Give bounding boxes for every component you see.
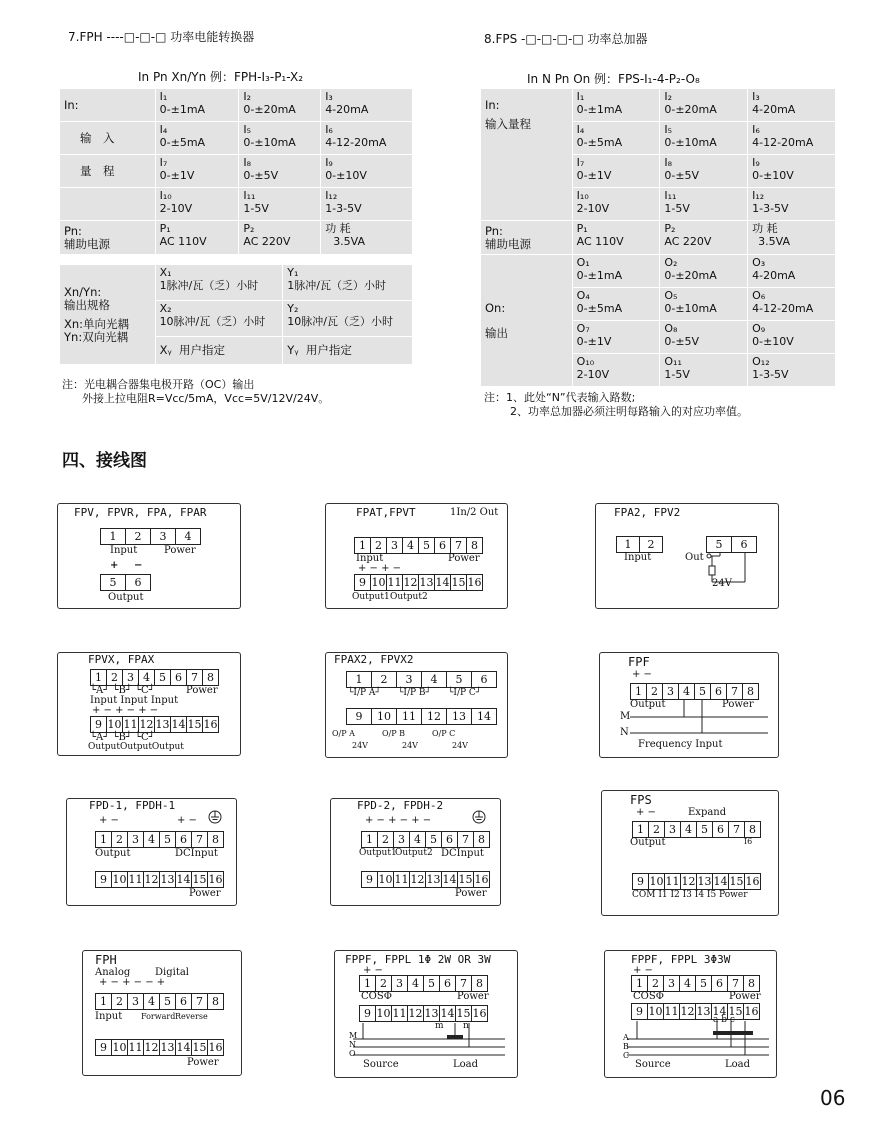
fph-output-table: Xn/Yn: 输出规格 Xn:单向光耦 Yn:双向光耦 X₁ 1脉冲/瓦（乏）小时 Y₁ 1脉冲/瓦（乏）小时 X₂ 10脉冲/瓦（乏）小时 Y₂ 10脉冲/瓦（乏）小时 Xᵧ 用户指定 Yᵧ 用户指定: [59, 264, 413, 365]
fps-on-label: On: 输出: [481, 255, 573, 387]
fps-subtitle: In N Pn On 例：FPS-I₁-4-P₂-O₈: [527, 72, 700, 86]
terminal-block-bottom: 5 6: [100, 574, 151, 591]
fph-range-label: 量 程: [60, 155, 156, 188]
diagram-fppf-1p: FPPF, FPPL 1Φ 2W OR 3W + − 1 2 3 4 5 6 7 8 COSΦ Power 9 10 11 12 13 14 15 16 m n M N O Source Load: [334, 950, 518, 1078]
fph-in-label: In:: [60, 89, 156, 122]
fps-spec-table: In: 输入量程 I₁ 0-±1mA I₂ 0-±20mA I₃ 4-20mA I₄ 0-±5mA I₅ 0-±10mA I₆ 4-12-20mA I₇ 0-±1V I₈ 0-±5V I₉ 0-±10V I₁₀ 2-10V I₁₁ 1-5V I₁₂ 1-3-5V Pn: 辅助电源 P₁ AC 110V P₂ AC 220V 功 耗 3.5VA On: 输出 O₁ 0-±1mA O₂ 0-±20mA O₃ 4-20mA O₄ 0-±5mA O₅ 0-±10mA O₆ 4-12-20mA O₇ 0-±1V O₈ 0-±5V O₉ 0-±10V O₁₀ 2-10V O₁₁ 1-5V O₁₂ 1-3-5V: [480, 88, 836, 387]
fph-spec-table: In: I₁ 0-±1mA I₂ 0-±20mA I₃ 4-20mA 输 入 I₄ 0-±5mA I₅ 0-±10mA I₆ 4-12-20mA 量 程 I₇ 0-±1V I₈ 0-±5V I₉ 0-±10V I₁₀ 2-10V I₁₁ 1-5V I₁₂ 1-3-5V Pn: 辅助电源 P₁ AC 110V P₂ AC 220V 功 耗 3.5VA: [59, 88, 413, 255]
ground-icon: [205, 807, 225, 827]
power-lines-3p-icon: [619, 1019, 775, 1063]
diagram-fpvx: FPVX, FPAX 1 2 3 4 5 6 7 8 └A┘ └B┘ └C┘ Power Input Input Input + − + − + − 9 10 11 12 13 14 15 16 └A┘ └B┘ └C┘ OutputOutputOutput: [57, 652, 241, 756]
diagram-fpax2: FPAX2, FPVX2 1 2 3 4 5 6 └I/P A┘ └I/P B┘ └I/P C┘ 9 10 11 12 13 14 O/P A O/P B O/P C 24V 24V 24V: [325, 652, 508, 758]
diagram-fph: FPH Analog Digital + − + − − + 1 2 3 4 5 6 7 8 Input Forward Reverse 9 10 11 12 13 14 15 16 Power: [82, 950, 242, 1076]
fps-pn-label: Pn: 辅助电源: [481, 221, 573, 255]
diagram-fpd2: FPD-2, FPDH-2 + − + − + − 1 2 3 4 5 6 7 8 Output1 Output2 DCInput 9 10 11 12 13 14 15 16 Power: [330, 798, 501, 906]
fph-title: 7.FPH ----□-□-□ 功率电能转换器: [68, 30, 255, 44]
fph-pn-label: Pn: 辅助电源: [60, 221, 156, 255]
ground-icon: [469, 807, 489, 827]
fph-note-1: 注：光电耦合器集电极开路（OC）输出: [62, 378, 255, 391]
fph-xn-label: Xn/Yn: 输出规格 Xn:单向光耦 Yn:双向光耦: [60, 265, 156, 365]
fps-note-2: 2、功率总加器必须注明每路输入的对应功率值。: [510, 405, 748, 418]
diagram-fpf: FPF + − 1 2 3 4 5 6 7 8 Output Power M N Frequency Input: [599, 652, 779, 758]
diagram-fpd1: FPD-1, FPDH-1 + − + − 1 2 3 4 5 6 7 8 Output DCInput 9 10 11 12 13 14 15 16 Power: [66, 798, 237, 906]
diagram-fpv: FPV, FPVR, FPA, FPAR 1 2 3 4 Input Power + − 5 6 Output: [57, 503, 241, 609]
page-number: 06: [820, 1086, 846, 1110]
wiring-section-title: 四、接线图: [62, 451, 147, 471]
fps-note-1: 注：1、此处“N”代表输入路数;: [484, 391, 636, 404]
diagram-fppf-3p: FPPF, FPPL 3Φ3W + − 1 2 3 4 5 6 7 8 COSΦ Power 9 10 11 12 13 14 15 16 a b c A B C Source Load: [604, 950, 777, 1078]
diagram-fpat: FPAT,FPVT 1In/2 Out 1 2 3 4 5 6 7 8 Input Power + − + − 9 10 11 12 13 14 15 16 Output1 Output2: [325, 503, 508, 609]
fps-title: 8.FPS -□-□-□-□ 功率总加器: [484, 32, 648, 46]
fph-subtitle: In Pn Xn/Yn 例：FPH-I₃-P₁-X₂: [138, 70, 304, 84]
frequency-lines-icon: [618, 699, 778, 739]
fps-in-label: In: 输入量程: [481, 89, 573, 221]
power-lines-icon: [345, 1019, 515, 1063]
fph-note-2: 外接上拉电阻R=Vcc/5mA，Vcc=5V/12V/24V。: [82, 392, 330, 405]
diagram-fps: FPS + − Expand 1 2 3 4 5 6 7 8 Output I6 9 10 11 12 13 14 15 16 COM I1 I2 I3 I4 I5 Power: [601, 790, 779, 916]
fph-input-label: 输 入: [60, 122, 156, 155]
diagram-fpa2: FPA2, FPV2 1 2 Input 5 6 Out 24V: [595, 503, 779, 609]
terminal-block-top: 1 2 3 4: [100, 528, 201, 545]
